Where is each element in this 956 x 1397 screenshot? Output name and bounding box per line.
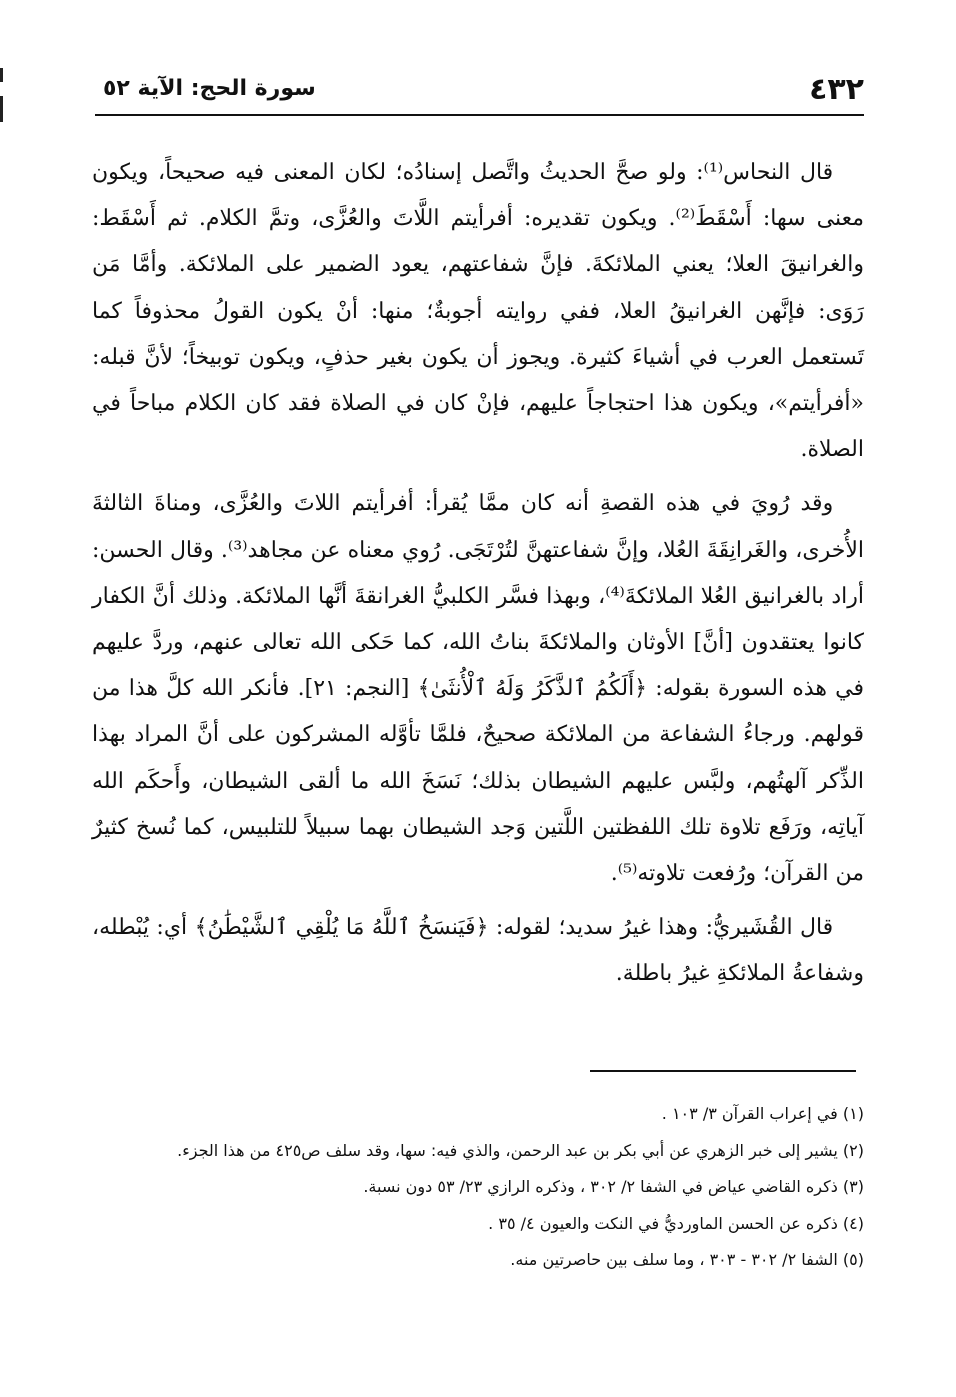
paragraph: قال النحاس⁽¹⁾: ولو صحَّ الحديثُ واتَّصل إسنادُه؛ لكان المعنى فيه صحيحاً، ويكون معنى سها: أَسْقَطَ⁽²⁾. ويكون تقديره: أفرأيتم اللَّاتَ والعُزَّى، وتمَّ الكلام. ثم أَسْقَط: والغرانيقَ العلا؛ يعني الملائكةَ. فإنَّ شفاعتهم، يعود الضمير على الملائكة. وأمَّا مَن رَوَى: فإنَّهن الغرانيقُ العلا، ففي روايته أجوبةٌ؛ منها: أنْ يكون القولُ محذوفاً كما تَستعمل العرب في أشياءَ كثيرة. ويجوز أن يكون بغير حذفٍ، ويكون توبيخاً؛ لأنَّ قبله: «أفرأيتم»، ويكون هذا احتجاجاً عليهم، فإنْ كان في الصلاة فقد كان الكلام مباحاً في الصلاة. bbox=[92, 160, 865, 463]
paragraph: قال القُشَيريُّ: وهذا غيرُ سديد؛ لقوله: ﴿فَيَنسَخُ ٱللَّهُ مَا يُلْقِي ٱلشَّيْطَٰنُ﴾ أي: يُبْطله، وشفاعةُ الملائكةِ غيرُ باطلة. bbox=[92, 915, 864, 987]
footnote-separator bbox=[590, 1070, 856, 1072]
footnote: (١) في إعراب القرآن ٣/ ١٠٣ . bbox=[661, 1104, 864, 1123]
main-text bbox=[92, 150, 864, 998]
scan-edge-mark-bottom bbox=[0, 96, 3, 122]
footnote: (٣) ذكره القاضي عياض في الشفا ٢/ ٣٠٢ ، وذكره الرازي ٢٣/ ٥٣ دون نسبة. bbox=[363, 1177, 864, 1196]
scan-edge-mark-top bbox=[0, 68, 3, 82]
footnote: (٤) ذكره عن الحسن الماورديُّ في النكت والعيون ٤/ ٣٥ . bbox=[488, 1213, 864, 1233]
page-number: ٤٣٢ bbox=[809, 72, 864, 107]
running-title: سورة الحج: الآية ٥٢ bbox=[103, 76, 316, 101]
page-header bbox=[95, 68, 864, 116]
footnote: (٥) الشفا ٢/ ٣٠٢ - ٣٠٣ ، وما سلف بين حاصرتين منه. bbox=[510, 1250, 864, 1269]
paragraph: وقد رُويَ في هذه القصةِ أنه كان ممَّا يُقرأ: أفرأيتم اللاتَ والعُزَّى، ومناةَ الثالثةَ الأُخرى، والغَرانِقَةَ العُلا، وإنَّ شفاعتهنَّ لتُرْتَجَى. رُوي معناه عن مجاهد⁽³⁾. وقال الحسن: أراد بالغرانيق العُلا الملائكةَ⁽⁴⁾، وبهذا فسَّر الكلبيُّ الغرانقةَ أنَّها الملائكة. وذلك أنَّ الكفار كانوا يعتقدون [أنَّ] الأوثان والملائكةَ بناتُ الله، كما حَكى الله تعالى عنهم، وردَّ عليهم في هذه السورة بقوله: ﴿أَلَكُمُ ٱلذَّكَرُ وَلَهُ ٱلْأُنثَىٰ﴾ [النجم: ٢١]. فأنكر الله كلَّ هذا من قولهم. ورجاءُ الشفاعة من الملائكة صحيحٌ، فلمَّا تأوَّله المشركون على أنَّ المراد بهذا الذِّكر آلهتُهم، ولبَّس عليهم الشيطان بذلك؛ نَسَخَ الله ما ألقى الشيطان، وأَحكَم الله آياتِه، ورَفَع تلاوة تلك اللفظتين اللَّتين وَجد الشيطان بهما سبيلاً للتلبيس، كما نُسخ كثيرٌ من القرآن؛ ورُفعت تلاوته⁽⁵⁾. bbox=[92, 491, 865, 887]
footnotes bbox=[92, 1100, 864, 1283]
footnote: (٢) يشير إلى خبر الزهري عن أبي بكر بن عبد الرحمن، والذي فيه: سها، وقد سلف ص٤٢٥ من هذا الجزء. bbox=[177, 1140, 864, 1160]
